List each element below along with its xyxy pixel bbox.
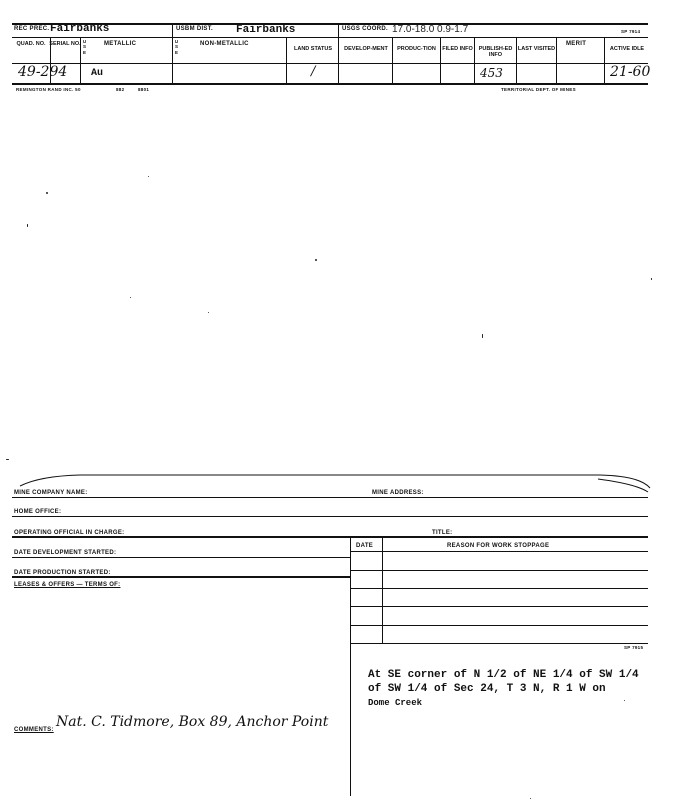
- scan-speck: [148, 176, 149, 177]
- operating-official-label: OPERATING OFFICIAL IN CHARGE:: [14, 530, 125, 536]
- form-divider: [350, 536, 351, 796]
- form-rule: [12, 536, 648, 538]
- form-code-bottom: SP 7915: [624, 645, 644, 650]
- mine-company-name-label: MINE COMPANY NAME:: [14, 490, 88, 496]
- column-divider: [604, 37, 605, 83]
- header-divider: [172, 23, 173, 37]
- col-active-idle: ACTIVE IDLE: [609, 46, 645, 52]
- form-rule: [350, 643, 648, 644]
- rec-prec-label: REC PREC.: [14, 26, 50, 32]
- column-divider: [474, 37, 475, 83]
- location-line: of SW 1/4 of Sec 24, T 3 N, R 1 W on: [368, 683, 606, 695]
- column-divider: [286, 37, 287, 83]
- scan-speck: [46, 192, 48, 194]
- col-use-nonmetallic: U S E: [174, 39, 179, 55]
- col-merit: MERIT: [566, 41, 587, 47]
- column-divider: [556, 37, 557, 83]
- column-divider: [392, 37, 393, 83]
- reason-column-header: REASON FOR WORK STOPPAGE: [447, 543, 550, 549]
- quad-serial-value: 49-294: [18, 64, 68, 80]
- date-production-label: DATE PRODUCTION STARTED:: [14, 570, 111, 576]
- column-divider: [172, 37, 173, 83]
- col-filed-info: FILED INFO: [442, 46, 473, 52]
- printer-code-b: 8801: [138, 87, 150, 92]
- form-rule: [350, 625, 648, 626]
- column-divider: [338, 37, 339, 83]
- location-line: Dome Creek: [368, 698, 423, 708]
- title-label: TITLE:: [432, 530, 453, 536]
- column-divider: [516, 37, 517, 83]
- form-rule: [12, 497, 648, 498]
- date-development-label: DATE DEVELOPMENT STARTED:: [14, 550, 117, 556]
- col-use-metallic: U S E: [82, 39, 87, 55]
- active-idle-value: 21-60: [610, 64, 651, 80]
- mine-address-label: MINE ADDRESS:: [372, 490, 424, 496]
- scan-speck: [130, 297, 131, 298]
- header-divider: [338, 23, 339, 37]
- form-rule: [350, 606, 648, 607]
- usgs-coord-value: 17.0-18.0 0.9-1.7: [392, 24, 469, 35]
- usbm-dist-label: USBM DIST.: [176, 26, 214, 32]
- col-production: PRODUC-TION: [397, 46, 436, 52]
- printer-code-a: 882: [116, 87, 125, 92]
- scan-speck: [315, 259, 317, 261]
- rec-prec-value: Fairbanks: [50, 23, 110, 35]
- printer-imprint: REMINGTON RAND INC. 50: [16, 87, 81, 92]
- scan-speck: [27, 224, 28, 227]
- form-divider: [382, 536, 383, 643]
- col-metallic: METALLIC: [104, 41, 137, 47]
- form-rule: [350, 588, 648, 589]
- header-field-rule: [12, 63, 648, 64]
- col-land-status: LAND STATUS: [294, 46, 332, 52]
- usgs-coord-label: USGS COORD.: [342, 26, 388, 32]
- col-serial-no: SERIAL NO.: [49, 41, 81, 47]
- date-column-header: DATE: [356, 543, 374, 549]
- department-imprint: TERRITORIAL DEPT. OF MINES: [501, 87, 576, 92]
- column-divider: [440, 37, 441, 83]
- form-rule: [12, 576, 350, 578]
- home-office-label: HOME OFFICE:: [14, 509, 62, 515]
- location-description: [368, 668, 639, 710]
- card-top-edge: [0, 470, 678, 496]
- form-rule: [350, 551, 648, 552]
- metallic-value: Au: [91, 68, 104, 79]
- form-rule: [12, 557, 350, 558]
- scan-speck: [6, 459, 9, 460]
- header-row-rule: [12, 37, 648, 38]
- land-status-value: /: [311, 64, 316, 79]
- comments-value: Nat. C. Tidmore, Box 89, Anchor Point: [56, 714, 329, 730]
- form-code-top: SP 7914: [621, 29, 641, 34]
- comments-label: COMMENTS:: [14, 727, 54, 733]
- usbm-dist-value: Fairbanks: [236, 24, 296, 36]
- col-non-metallic: NON-METALLIC: [200, 41, 249, 47]
- published-info-value: 453: [480, 66, 503, 80]
- leases-offers-label: LEASES & OFFERS — TERMS OF:: [14, 582, 121, 588]
- header-bottom-rule: [12, 83, 648, 85]
- col-quad-no: QUAD. NO.: [16, 41, 46, 47]
- col-last-visited: LAST VISITED: [517, 46, 556, 52]
- col-development: DEVELOP-MENT: [344, 46, 388, 52]
- scan-speck: [530, 798, 531, 799]
- form-rule: [12, 516, 648, 517]
- col-published-info: PUBLISH-ED INFO: [478, 46, 513, 59]
- scan-speck: [208, 312, 209, 313]
- scan-speck: [482, 334, 483, 338]
- scan-speck: [651, 278, 652, 280]
- form-rule: [350, 570, 648, 571]
- location-line: At SE corner of N 1/2 of NE 1/4 of SW 1/4: [368, 669, 639, 681]
